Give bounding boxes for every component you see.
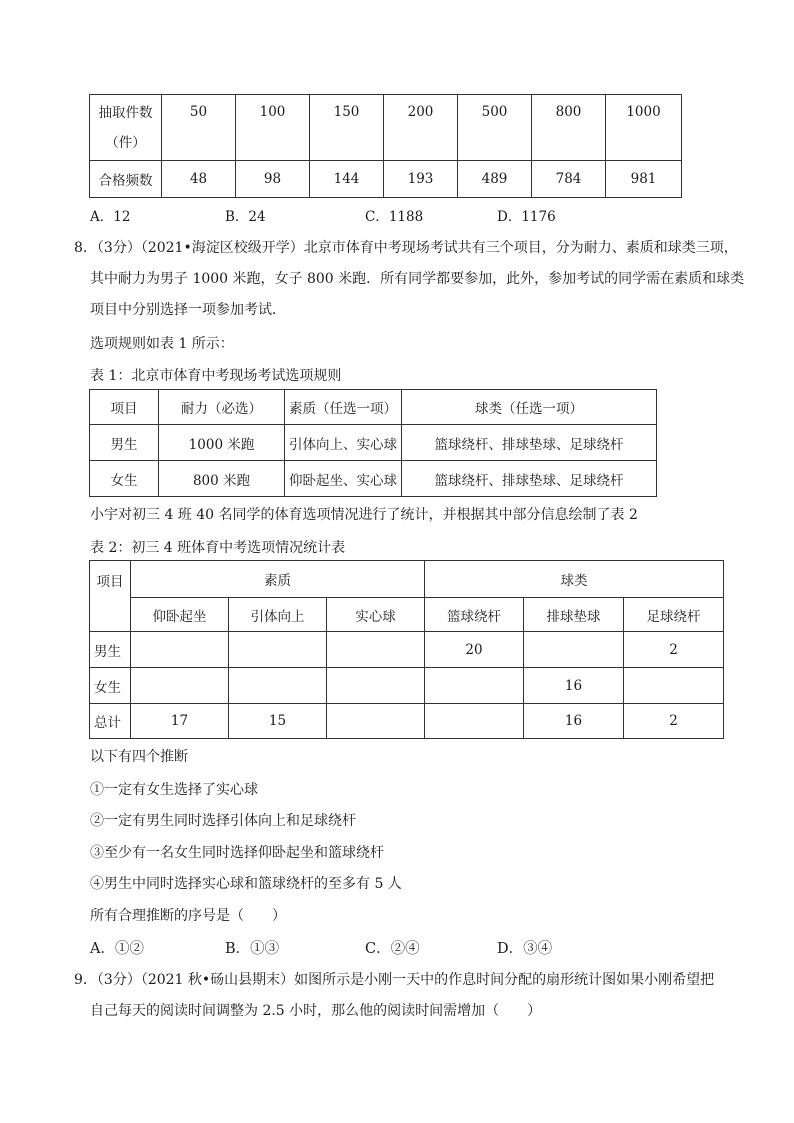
- qualified-cell: 981: [606, 161, 682, 198]
- table2-cell: [425, 704, 524, 739]
- qualified-cell: 98: [236, 161, 310, 198]
- q9-stem-line1: 9．（3分）（2021 秋•砀山县期末）如图所示是小刚一天中的作息时间分配的扇形统计图如果小刚希望把: [74, 972, 715, 988]
- count-cell: 1000: [606, 95, 682, 161]
- table2-cell: 16: [524, 668, 624, 704]
- table2-subheader: 仰卧起坐: [131, 598, 229, 632]
- table2-cell: [327, 632, 425, 668]
- table1-caption: 表 1：北京市体育中考现场考试选项规则: [90, 368, 342, 384]
- table2-cell: [425, 668, 524, 704]
- table2-cell: 20: [425, 632, 524, 668]
- count-cell: 800: [532, 95, 606, 161]
- table1-cell: 1000 米跑: [159, 425, 285, 461]
- inference-4: ④男生中同时选择实心球和篮球绕杆的至多有 5 人: [90, 876, 402, 892]
- qualified-cell: 489: [458, 161, 532, 198]
- table2-subheader: 足球绕杆: [624, 598, 724, 632]
- table1-cell: 篮球绕杆、排球垫球、足球绕杆: [402, 461, 657, 497]
- table1-header: 耐力（必选）: [159, 390, 285, 425]
- q9-stem-line2: 自己每天的阅读时间调整为 2.5 小时，那么他的阅读时间需增加（ ）: [90, 1003, 542, 1019]
- table2-row-label: 女生: [90, 668, 131, 704]
- table1-rules: [89, 389, 657, 497]
- table1-cell: 男生: [90, 425, 159, 461]
- table2-cell: 16: [524, 704, 624, 739]
- q8-stem-line1: 8．（3分）（2021•海淀区校级开学）北京市体育中考现场考试共有三个项目，分为耐力、素质和球类三项，: [74, 240, 738, 256]
- option-b[interactable]: B．24: [225, 209, 266, 225]
- table2-cell: [131, 668, 229, 704]
- table2-caption: 表 2：初三 4 班体育中考选项情况统计表: [90, 540, 346, 556]
- q8-inference-intro: 以下有四个推断: [90, 749, 188, 765]
- table1-header: 项目: [90, 390, 159, 425]
- qualified-cell: 48: [162, 161, 236, 198]
- table2-row-label: 男生: [90, 632, 131, 668]
- table2-cell: [131, 632, 229, 668]
- option-c[interactable]: C．②④: [365, 941, 420, 957]
- table1-header: 素质（任选一项）: [285, 390, 402, 425]
- table2-cell: 17: [131, 704, 229, 739]
- table2-subheader: 篮球绕杆: [425, 598, 524, 632]
- q8-question: 所有合理推断的序号是（ ）: [90, 908, 286, 924]
- table2-row-label: 总计: [90, 704, 131, 739]
- option-d[interactable]: D．1176: [497, 209, 556, 225]
- option-d[interactable]: D．③④: [497, 941, 553, 957]
- count-cell: 150: [310, 95, 384, 161]
- count-cell: 100: [236, 95, 310, 161]
- table2-cell: [524, 632, 624, 668]
- table2-group-ball: 球类: [425, 561, 724, 598]
- table2-cell: 15: [229, 704, 327, 739]
- q7-options: [90, 205, 690, 225]
- table1-cell: 篮球绕杆、排球垫球、足球绕杆: [402, 425, 657, 461]
- table1-header: 球类（任选一项）: [402, 390, 657, 425]
- q8-stem-line3: 项目中分别选择一项参加考试．: [90, 302, 286, 318]
- option-a[interactable]: A．12: [90, 209, 131, 225]
- qualified-cell: 193: [384, 161, 458, 198]
- q8-stem-line2: 其中耐力为男子 1000 米跑，女子 800 米跑．所有同学都要参加，此外，参加考试的同学需在素质和球类: [90, 271, 745, 287]
- count-cell: 500: [458, 95, 532, 161]
- q8-rule-intro: 选项规则如表 1 所示：: [90, 336, 234, 352]
- table2-cell: [327, 668, 425, 704]
- inference-2: ②一定有男生同时选择引体向上和足球绕杆: [90, 813, 356, 829]
- table1-cell: 800 米跑: [159, 461, 285, 497]
- table2-stats: [89, 560, 724, 739]
- option-a[interactable]: A．①②: [90, 941, 144, 957]
- row-label-qualified: 合格频数: [90, 161, 162, 198]
- row-label-count: 抽取件数 （件）: [90, 95, 162, 161]
- q8-stat-intro: 小宇对初三 4 班 40 名同学的体育选项情况进行了统计，并根据其中部分信息绘制了表 2: [90, 507, 638, 523]
- count-cell: 50: [162, 95, 236, 161]
- qualified-cell: 784: [532, 161, 606, 198]
- q8-options: [90, 937, 690, 957]
- table2-subheader: 实心球: [327, 598, 425, 632]
- table2-cell: [229, 632, 327, 668]
- inference-3: ③至少有一名女生同时选择仰卧起坐和篮球绕杆: [90, 845, 384, 861]
- table2-corner: 项目: [90, 561, 131, 632]
- qualified-cell: 144: [310, 161, 384, 198]
- table1-cell: 引体向上、实心球: [285, 425, 402, 461]
- table2-subheader: 排球垫球: [524, 598, 624, 632]
- table2-cell: 2: [624, 632, 724, 668]
- table1-cell: 仰卧起坐、实心球: [285, 461, 402, 497]
- table2-cell: 2: [624, 704, 724, 739]
- table2-cell: [624, 668, 724, 704]
- option-c[interactable]: C．1188: [365, 209, 424, 225]
- table2-cell: [229, 668, 327, 704]
- q7-frequency-table: [89, 94, 682, 198]
- table1-cell: 女生: [90, 461, 159, 497]
- inference-1: ①一定有女生选择了实心球: [90, 782, 258, 798]
- count-cell: 200: [384, 95, 458, 161]
- table2-subheader: 引体向上: [229, 598, 327, 632]
- table2-group-quality: 素质: [131, 561, 425, 598]
- option-b[interactable]: B．①③: [225, 941, 280, 957]
- table2-cell: [327, 704, 425, 739]
